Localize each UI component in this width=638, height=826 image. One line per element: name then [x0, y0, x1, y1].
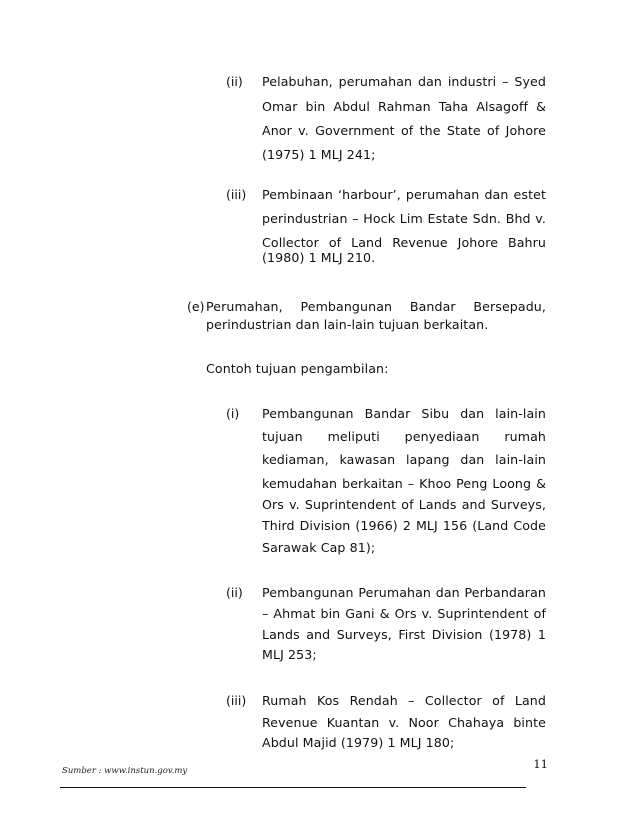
list-item-line: (1980) 1 MLJ 210.: [262, 250, 376, 265]
source-note: Sumber : www.instun.gov.my: [62, 766, 188, 776]
page-number: 11: [533, 757, 548, 771]
list-marker: (ii): [226, 74, 243, 89]
list-item-line: Abdul Majid (1979) 1 MLJ 180;: [262, 735, 455, 750]
list-item-line: Pelabuhan, perumahan dan industri – Syed: [262, 74, 546, 89]
list-item-line: (1975) 1 MLJ 241;: [262, 147, 376, 162]
list-item-line: Anor v. Government of the State of Johore: [262, 123, 546, 138]
list-item-line: Collector of Land Revenue Johore Bahru: [262, 235, 546, 250]
section-subheading: Contoh tujuan pengambilan:: [206, 361, 389, 376]
list-item-line: tujuan meliputi penyediaan rumah: [262, 429, 546, 444]
list-item-line: – Ahmat bin Gani & Ors v. Suprintendent of: [262, 606, 546, 621]
list-item-line: Omar bin Abdul Rahman Taha Alsagoff &: [262, 99, 546, 114]
list-item-line: Pembangunan Bandar Sibu dan lain-lain: [262, 406, 546, 421]
list-item-line: perindustrian – Hock Lim Estate Sdn. Bhd v.: [262, 211, 546, 226]
list-marker: (i): [226, 406, 240, 421]
section-heading-line: perindustrian dan lain-lain tujuan berkaitan.: [206, 317, 489, 332]
list-item-line: Lands and Surveys, First Division (1978) 1: [262, 627, 546, 642]
list-marker: (iii): [226, 187, 247, 202]
list-marker: (ii): [226, 585, 243, 600]
list-item-line: Ors v. Suprintendent of Lands and Surveys,: [262, 497, 546, 512]
list-item-line: Revenue Kuantan v. Noor Chahaya binte: [262, 715, 546, 730]
list-item-line: MLJ 253;: [262, 647, 317, 662]
footer-divider: [60, 787, 526, 788]
section-heading-line: Perumahan, Pembangunan Bandar Bersepadu,: [206, 299, 546, 314]
list-item-line: kediaman, kawasan lapang dan lain-lain: [262, 452, 546, 467]
list-item-line: Rumah Kos Rendah – Collector of Land: [262, 693, 546, 708]
list-item-line: Sarawak Cap 81);: [262, 540, 376, 555]
list-item-line: Third Division (1966) 2 MLJ 156 (Land Code: [262, 518, 546, 533]
list-marker: (iii): [226, 693, 247, 708]
section-marker: (e): [187, 299, 205, 314]
list-item-line: kemudahan berkaitan – Khoo Peng Loong &: [262, 476, 546, 491]
list-item-line: Pembinaan ‘harbour’, perumahan dan estet: [262, 187, 546, 202]
list-item-line: Pembangunan Perumahan dan Perbandaran: [262, 585, 546, 600]
